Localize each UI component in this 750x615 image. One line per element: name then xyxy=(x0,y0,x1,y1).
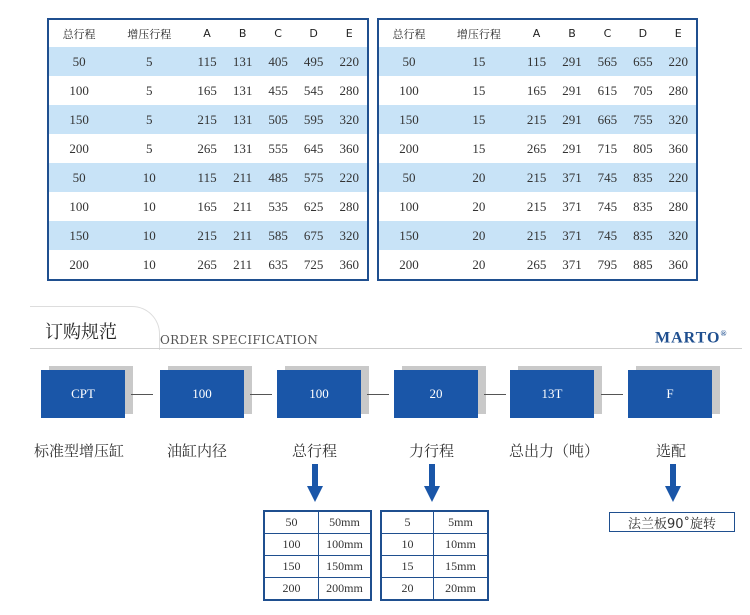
cell: 215 xyxy=(519,163,554,192)
down-arrow-icon xyxy=(424,464,440,504)
option-row xyxy=(382,512,488,534)
table-row xyxy=(49,163,367,192)
cell: 555 xyxy=(268,140,288,156)
cell: 265 xyxy=(526,256,547,272)
option-row xyxy=(265,512,371,534)
cell: 455 xyxy=(268,82,288,98)
cell: 20 xyxy=(472,256,486,272)
cell: 20 xyxy=(439,163,519,192)
cell: 211 xyxy=(225,221,261,250)
label-output: 总出力（吨） xyxy=(509,442,600,460)
cell: 100 xyxy=(69,198,89,214)
table-row xyxy=(379,47,696,76)
option-mm: 15mm xyxy=(434,556,488,578)
cell: 15 xyxy=(439,47,519,76)
cell: 615 xyxy=(597,82,618,98)
cell: 265 xyxy=(197,140,217,156)
cell: 20 xyxy=(472,198,486,214)
cell: 50 xyxy=(49,163,109,192)
cell: 635 xyxy=(268,256,288,272)
table-row xyxy=(379,76,696,105)
cell: 805 xyxy=(633,140,653,156)
cell: 795 xyxy=(597,256,618,272)
code-box-output: 13T xyxy=(510,370,594,418)
cell: 220 xyxy=(661,47,696,76)
option-mm: 100mm xyxy=(319,534,371,556)
cell: 705 xyxy=(633,82,653,98)
cell: 595 xyxy=(296,105,332,134)
label-total-stroke: 总行程 xyxy=(292,442,338,460)
header-boost-stroke: 增压行程 xyxy=(456,27,501,41)
cell: 535 xyxy=(268,198,288,214)
cell: 131 xyxy=(232,140,253,156)
cell: 280 xyxy=(668,82,689,98)
cell: 745 xyxy=(590,163,625,192)
cell: 745 xyxy=(597,198,618,214)
cell: 291 xyxy=(562,140,582,156)
cell: 10 xyxy=(109,163,189,192)
cell: 360 xyxy=(668,140,689,156)
down-arrow-icon xyxy=(307,464,323,504)
cell: 200 xyxy=(399,140,419,156)
dimension-table-right xyxy=(377,18,698,281)
label-option: 选配 xyxy=(656,442,687,460)
cell: 115 xyxy=(519,47,554,76)
cell: 211 xyxy=(225,163,261,192)
separator-dash xyxy=(601,394,623,395)
option-row xyxy=(382,578,488,600)
cell: 371 xyxy=(562,198,582,214)
cell: 585 xyxy=(260,221,296,250)
cell: 665 xyxy=(590,105,625,134)
cell: 485 xyxy=(260,163,296,192)
cell: 755 xyxy=(625,105,660,134)
cell: 215 xyxy=(189,105,225,134)
table-row xyxy=(379,250,696,279)
cell: 131 xyxy=(225,47,261,76)
header-c: C xyxy=(274,27,282,40)
cell: 10 xyxy=(142,198,156,214)
dimension-table-left xyxy=(47,18,369,281)
cell: 100 xyxy=(399,198,419,214)
header-e: E xyxy=(674,27,682,40)
option-row xyxy=(265,556,371,578)
cell: 291 xyxy=(554,105,589,134)
cell: 211 xyxy=(233,198,253,214)
option-mm: 20mm xyxy=(434,578,488,600)
header-a: A xyxy=(203,27,211,40)
option-mm: 50mm xyxy=(319,512,371,534)
cell: 220 xyxy=(331,163,367,192)
cell: 715 xyxy=(597,140,618,156)
cell: 291 xyxy=(562,82,582,98)
header-total-stroke: 总行程 xyxy=(62,27,96,41)
table-row xyxy=(49,134,367,163)
cell: 5 xyxy=(109,105,189,134)
cell: 50 xyxy=(379,163,439,192)
label-bore: 油缸内径 xyxy=(167,442,228,460)
header-b: B xyxy=(568,27,576,40)
table-row xyxy=(379,192,696,221)
cell: 150 xyxy=(379,105,439,134)
label-model: 标准型增压缸 xyxy=(34,442,125,460)
cell: 320 xyxy=(331,221,367,250)
cell: 835 xyxy=(625,163,660,192)
code-box-total-stroke: 100 xyxy=(277,370,361,418)
cell: 15 xyxy=(472,82,486,98)
cell: 675 xyxy=(296,221,332,250)
cell: 150 xyxy=(379,221,439,250)
force-stroke-options xyxy=(380,510,489,601)
label-force-stroke: 力行程 xyxy=(409,442,455,460)
code-box-bore: 100 xyxy=(160,370,244,418)
cell: 5 xyxy=(145,140,153,156)
separator-dash xyxy=(131,394,153,395)
table-row xyxy=(49,76,367,105)
option-value: 100 xyxy=(265,534,319,556)
cell: 15 xyxy=(439,105,519,134)
header-e: E xyxy=(345,27,353,40)
cell: 371 xyxy=(554,221,589,250)
separator-dash xyxy=(484,394,506,395)
brand-logo xyxy=(655,329,727,347)
table-row xyxy=(379,105,696,134)
cell: 745 xyxy=(590,221,625,250)
cell: 405 xyxy=(260,47,296,76)
cell: 495 xyxy=(296,47,332,76)
cell: 165 xyxy=(526,82,547,98)
cell: 115 xyxy=(189,163,225,192)
spec-divider xyxy=(30,348,742,349)
cell: 835 xyxy=(625,221,660,250)
cell: 100 xyxy=(399,82,419,98)
cell: 291 xyxy=(554,47,589,76)
table-row xyxy=(379,163,696,192)
registered-mark: ® xyxy=(720,329,728,338)
table-row xyxy=(379,221,696,250)
option-value: 10 xyxy=(382,534,434,556)
cell: 200 xyxy=(69,140,89,156)
option-value: 20 xyxy=(382,578,434,600)
cell: 655 xyxy=(625,47,660,76)
spec-title: 订购规范 xyxy=(45,322,117,343)
cell: 215 xyxy=(519,221,554,250)
cell: 280 xyxy=(339,82,359,98)
option-mm: 5mm xyxy=(434,512,488,534)
cell: 131 xyxy=(225,105,261,134)
cell: 265 xyxy=(526,140,547,156)
cell: 371 xyxy=(562,256,582,272)
cell: 20 xyxy=(439,221,519,250)
header-c: C xyxy=(603,27,612,40)
cell: 15 xyxy=(472,140,486,156)
option-value: 150 xyxy=(265,556,319,578)
cell: 320 xyxy=(661,221,696,250)
header-total-stroke: 总行程 xyxy=(392,27,426,41)
cell: 220 xyxy=(331,47,367,76)
cell: 725 xyxy=(303,256,324,272)
option-row xyxy=(265,578,371,600)
table-row xyxy=(49,47,367,76)
cell: 360 xyxy=(339,140,359,156)
cell: 215 xyxy=(189,221,225,250)
table-header-row xyxy=(49,20,367,47)
cell: 50 xyxy=(49,47,109,76)
table-row xyxy=(49,221,367,250)
total-stroke-options xyxy=(263,510,372,601)
cell: 645 xyxy=(303,140,324,156)
option-value: 50 xyxy=(265,512,319,534)
code-box-model: CPT xyxy=(41,370,125,418)
option-value: 200 xyxy=(265,578,319,600)
cell: 280 xyxy=(668,198,689,214)
cell: 835 xyxy=(633,198,653,214)
brand-name: MARTO xyxy=(655,329,721,347)
separator-dash xyxy=(367,394,389,395)
cell: 505 xyxy=(260,105,296,134)
cell: 5 xyxy=(109,47,189,76)
table-row xyxy=(49,192,367,221)
cell: 320 xyxy=(331,105,367,134)
cell: 165 xyxy=(197,82,217,98)
option-mm: 200mm xyxy=(319,578,371,600)
table-row xyxy=(49,250,367,279)
option-value: 5 xyxy=(382,512,434,534)
cell: 150 xyxy=(49,221,109,250)
header-a: A xyxy=(532,27,541,40)
cell: 360 xyxy=(668,256,689,272)
cell: 5 xyxy=(145,82,153,98)
code-box-force-stroke: 20 xyxy=(394,370,478,418)
cell: 265 xyxy=(197,256,217,272)
cell: 575 xyxy=(296,163,332,192)
cell: 165 xyxy=(197,198,217,214)
option-mm: 10mm xyxy=(434,534,488,556)
option-row xyxy=(265,534,371,556)
cell: 625 xyxy=(303,198,324,214)
separator-dash xyxy=(250,394,272,395)
spec-subtitle: ORDER SPECIFICATION xyxy=(160,333,319,347)
cell: 215 xyxy=(519,105,554,134)
cell: 320 xyxy=(661,105,696,134)
header-boost-stroke: 增压行程 xyxy=(127,27,172,41)
cell: 215 xyxy=(526,198,547,214)
cell: 131 xyxy=(232,82,253,98)
cell: 545 xyxy=(303,82,324,98)
header-b: B xyxy=(238,27,247,40)
cell: 220 xyxy=(661,163,696,192)
cell: 115 xyxy=(189,47,225,76)
cell: 360 xyxy=(339,256,359,272)
option-flange-rotation: 法兰板90˚旋转 xyxy=(609,512,735,532)
cell: 10 xyxy=(109,221,189,250)
option-row xyxy=(382,534,488,556)
cell: 885 xyxy=(633,256,653,272)
cell: 10 xyxy=(142,256,156,272)
table-header-row xyxy=(379,20,696,47)
option-row xyxy=(382,556,488,578)
header-d: D xyxy=(309,27,318,40)
cell: 150 xyxy=(49,105,109,134)
cell: 200 xyxy=(69,256,89,272)
header-d: D xyxy=(638,27,648,40)
option-mm: 150mm xyxy=(319,556,371,578)
table-row xyxy=(379,134,696,163)
down-arrow-icon xyxy=(665,464,681,504)
table-row xyxy=(49,105,367,134)
cell: 200 xyxy=(399,256,419,272)
cell: 50 xyxy=(379,47,439,76)
cell: 280 xyxy=(339,198,359,214)
cell: 565 xyxy=(590,47,625,76)
cell: 211 xyxy=(233,256,253,272)
cell: 100 xyxy=(69,82,89,98)
code-box-option: F xyxy=(628,370,712,418)
cell: 371 xyxy=(554,163,589,192)
option-value: 15 xyxy=(382,556,434,578)
